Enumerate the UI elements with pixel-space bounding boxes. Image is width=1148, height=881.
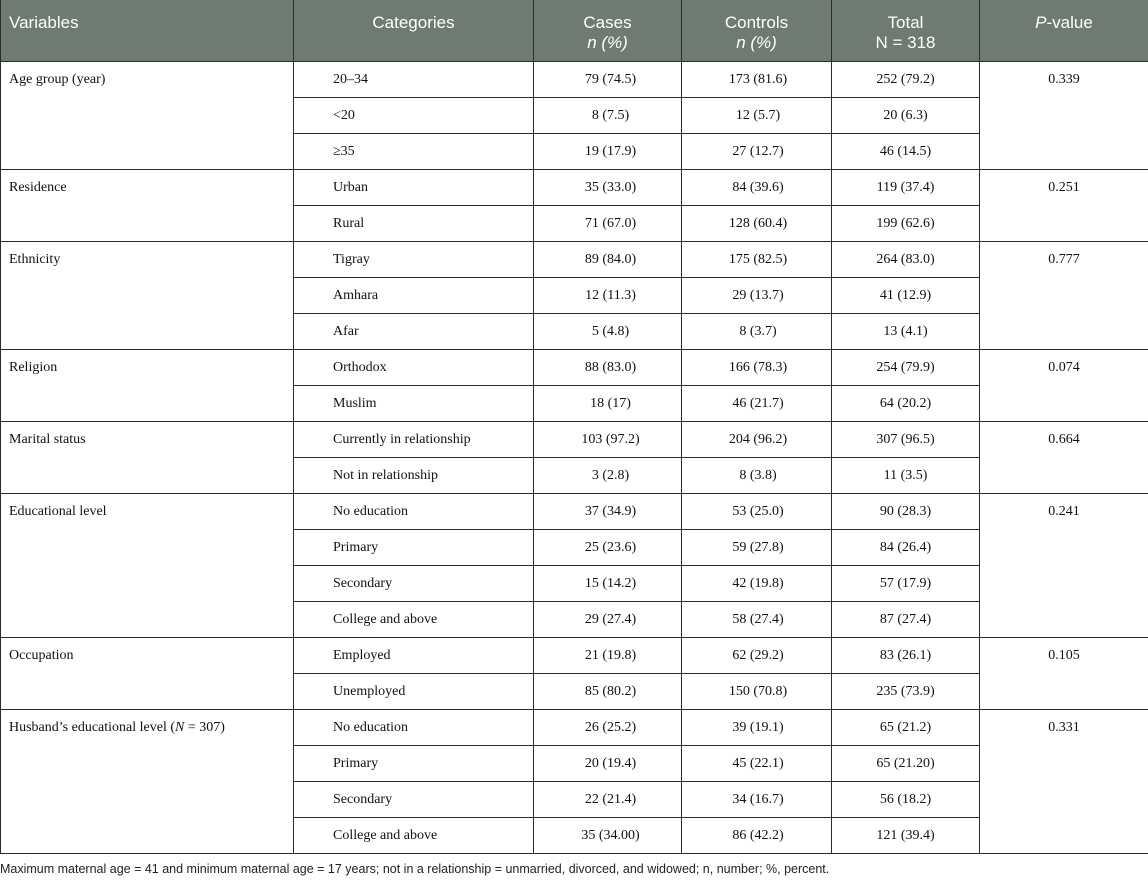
table-footnote: Maximum maternal age = 41 and minimum maternal age = 17 years; not in a relationship = unmarried, divorced, and widowed; n, number; %, percent. xyxy=(0,862,830,876)
controls-cell: 39 (19.1) xyxy=(682,710,832,746)
controls-cell: 128 (60.4) xyxy=(682,206,832,242)
variable-cell: Age group (year) xyxy=(1,62,294,170)
variable-cell: Educational level xyxy=(1,494,294,638)
total-cell: 87 (27.4) xyxy=(832,602,980,638)
header-pvalue-p: P xyxy=(1035,13,1047,32)
table-row xyxy=(1,494,1148,530)
category-cell: 20–34 xyxy=(294,62,534,98)
cases-cell: 25 (23.6) xyxy=(534,530,682,566)
cases-cell: 8 (7.5) xyxy=(534,98,682,134)
total-cell: 46 (14.5) xyxy=(832,134,980,170)
category-cell: ≥35 xyxy=(294,134,534,170)
table-header xyxy=(1,0,1148,62)
header-row xyxy=(1,0,1148,62)
header-controls-line2 xyxy=(682,33,831,53)
controls-cell: 45 (22.1) xyxy=(682,746,832,782)
cases-cell: 85 (80.2) xyxy=(534,674,682,710)
header-cases-line2-text: n (%) xyxy=(587,33,628,52)
header-controls-wrap xyxy=(682,0,831,53)
variable-cell: Ethnicity xyxy=(1,242,294,350)
header-pvalue-wrap xyxy=(980,0,1148,33)
pvalue-cell: 0.339 xyxy=(980,62,1148,170)
total-cell: 264 (83.0) xyxy=(832,242,980,278)
cases-cell: 103 (97.2) xyxy=(534,422,682,458)
variable-italic-n: N xyxy=(175,720,185,735)
header-controls xyxy=(682,0,832,62)
cases-cell: 79 (74.5) xyxy=(534,62,682,98)
controls-cell: 204 (96.2) xyxy=(682,422,832,458)
variable-text: Husband’s educational level ( xyxy=(9,720,176,735)
cases-cell: 89 (84.0) xyxy=(534,242,682,278)
total-cell: 65 (21.2) xyxy=(832,710,980,746)
header-total-line2: N = 318 xyxy=(875,33,936,52)
controls-cell: 173 (81.6) xyxy=(682,62,832,98)
category-cell: No education xyxy=(294,494,534,530)
variable-cell: Residence xyxy=(1,170,294,242)
controls-cell: 53 (25.0) xyxy=(682,494,832,530)
pvalue-cell: 0.664 xyxy=(980,422,1148,494)
category-cell: Tigray xyxy=(294,242,534,278)
category-cell: Employed xyxy=(294,638,534,674)
variable-cell: Marital status xyxy=(1,422,294,494)
category-cell: Primary xyxy=(294,746,534,782)
total-cell: 64 (20.2) xyxy=(832,386,980,422)
pvalue-cell: 0.251 xyxy=(980,170,1148,242)
total-cell: 119 (37.4) xyxy=(832,170,980,206)
category-cell: Unemployed xyxy=(294,674,534,710)
cases-cell: 37 (34.9) xyxy=(534,494,682,530)
header-cases-wrap xyxy=(534,0,681,53)
table-row xyxy=(1,710,1148,746)
controls-cell: 175 (82.5) xyxy=(682,242,832,278)
header-controls-line2-text: n (%) xyxy=(736,33,777,52)
category-cell: No education xyxy=(294,710,534,746)
pvalue-cell: 0.105 xyxy=(980,638,1148,710)
total-cell: 65 (21.20) xyxy=(832,746,980,782)
category-cell: Amhara xyxy=(294,278,534,314)
category-cell: Afar xyxy=(294,314,534,350)
pvalue-cell: 0.241 xyxy=(980,494,1148,638)
cases-cell: 35 (34.00) xyxy=(534,818,682,854)
controls-cell: 27 (12.7) xyxy=(682,134,832,170)
controls-cell: 42 (19.8) xyxy=(682,566,832,602)
category-cell: Secondary xyxy=(294,782,534,818)
pvalue-cell: 0.331 xyxy=(980,710,1148,854)
header-cases-line1: Cases xyxy=(583,13,632,32)
total-cell: 56 (18.2) xyxy=(832,782,980,818)
variable-text-suffix: = 307) xyxy=(184,720,225,735)
table-row xyxy=(1,350,1148,386)
table-row xyxy=(1,62,1148,98)
total-cell: 254 (79.9) xyxy=(832,350,980,386)
category-cell: Rural xyxy=(294,206,534,242)
cases-cell: 26 (25.2) xyxy=(534,710,682,746)
header-cases xyxy=(534,0,682,62)
header-pvalue-rest: -value xyxy=(1046,13,1093,32)
table-row xyxy=(1,242,1148,278)
controls-cell: 8 (3.8) xyxy=(682,458,832,494)
header-total-line1: Total xyxy=(887,13,924,32)
total-cell: 252 (79.2) xyxy=(832,62,980,98)
total-cell: 41 (12.9) xyxy=(832,278,980,314)
category-cell: Not in relationship xyxy=(294,458,534,494)
cases-cell: 22 (21.4) xyxy=(534,782,682,818)
category-cell: Currently in relationship xyxy=(294,422,534,458)
header-variables-label: Variables xyxy=(9,13,79,32)
category-cell: College and above xyxy=(294,818,534,854)
controls-cell: 86 (42.2) xyxy=(682,818,832,854)
variable-cell xyxy=(1,710,294,854)
cases-cell: 3 (2.8) xyxy=(534,458,682,494)
cases-cell: 20 (19.4) xyxy=(534,746,682,782)
total-cell: 307 (96.5) xyxy=(832,422,980,458)
category-cell: Orthodox xyxy=(294,350,534,386)
variable-cell: Religion xyxy=(1,350,294,422)
cases-cell: 29 (27.4) xyxy=(534,602,682,638)
total-cell: 83 (26.1) xyxy=(832,638,980,674)
header-total-wrap xyxy=(832,0,979,53)
table-row xyxy=(1,170,1148,206)
cases-cell: 19 (17.9) xyxy=(534,134,682,170)
total-cell: 84 (26.4) xyxy=(832,530,980,566)
category-cell: Urban xyxy=(294,170,534,206)
cases-cell: 35 (33.0) xyxy=(534,170,682,206)
cases-cell: 18 (17) xyxy=(534,386,682,422)
cases-cell: 21 (19.8) xyxy=(534,638,682,674)
table-row xyxy=(1,422,1148,458)
cases-cell: 12 (11.3) xyxy=(534,278,682,314)
total-cell: 199 (62.6) xyxy=(832,206,980,242)
category-cell: Secondary xyxy=(294,566,534,602)
table-body xyxy=(1,62,1148,854)
cases-cell: 71 (67.0) xyxy=(534,206,682,242)
header-cases-line2 xyxy=(534,33,681,53)
pvalue-cell: 0.074 xyxy=(980,350,1148,422)
controls-cell: 59 (27.8) xyxy=(682,530,832,566)
controls-cell: 150 (70.8) xyxy=(682,674,832,710)
total-cell: 13 (4.1) xyxy=(832,314,980,350)
header-variables xyxy=(1,0,294,62)
category-cell: Muslim xyxy=(294,386,534,422)
total-cell: 11 (3.5) xyxy=(832,458,980,494)
header-categories-label: Categories xyxy=(372,13,455,32)
controls-cell: 8 (3.7) xyxy=(682,314,832,350)
controls-cell: 62 (29.2) xyxy=(682,638,832,674)
category-cell: <20 xyxy=(294,98,534,134)
variable-cell: Occupation xyxy=(1,638,294,710)
total-cell: 20 (6.3) xyxy=(832,98,980,134)
cases-cell: 88 (83.0) xyxy=(534,350,682,386)
total-cell: 57 (17.9) xyxy=(832,566,980,602)
total-cell: 235 (73.9) xyxy=(832,674,980,710)
cases-cell: 5 (4.8) xyxy=(534,314,682,350)
category-cell: Primary xyxy=(294,530,534,566)
header-categories xyxy=(294,0,534,62)
controls-cell: 12 (5.7) xyxy=(682,98,832,134)
header-total xyxy=(832,0,980,62)
controls-cell: 46 (21.7) xyxy=(682,386,832,422)
total-cell: 90 (28.3) xyxy=(832,494,980,530)
header-pvalue xyxy=(980,0,1148,62)
header-controls-line1: Controls xyxy=(724,13,789,32)
total-cell: 121 (39.4) xyxy=(832,818,980,854)
controls-cell: 29 (13.7) xyxy=(682,278,832,314)
controls-cell: 166 (78.3) xyxy=(682,350,832,386)
category-cell: College and above xyxy=(294,602,534,638)
controls-cell: 58 (27.4) xyxy=(682,602,832,638)
table-row xyxy=(1,638,1148,674)
controls-cell: 84 (39.6) xyxy=(682,170,832,206)
cases-cell: 15 (14.2) xyxy=(534,566,682,602)
pvalue-cell: 0.777 xyxy=(980,242,1148,350)
controls-cell: 34 (16.7) xyxy=(682,782,832,818)
